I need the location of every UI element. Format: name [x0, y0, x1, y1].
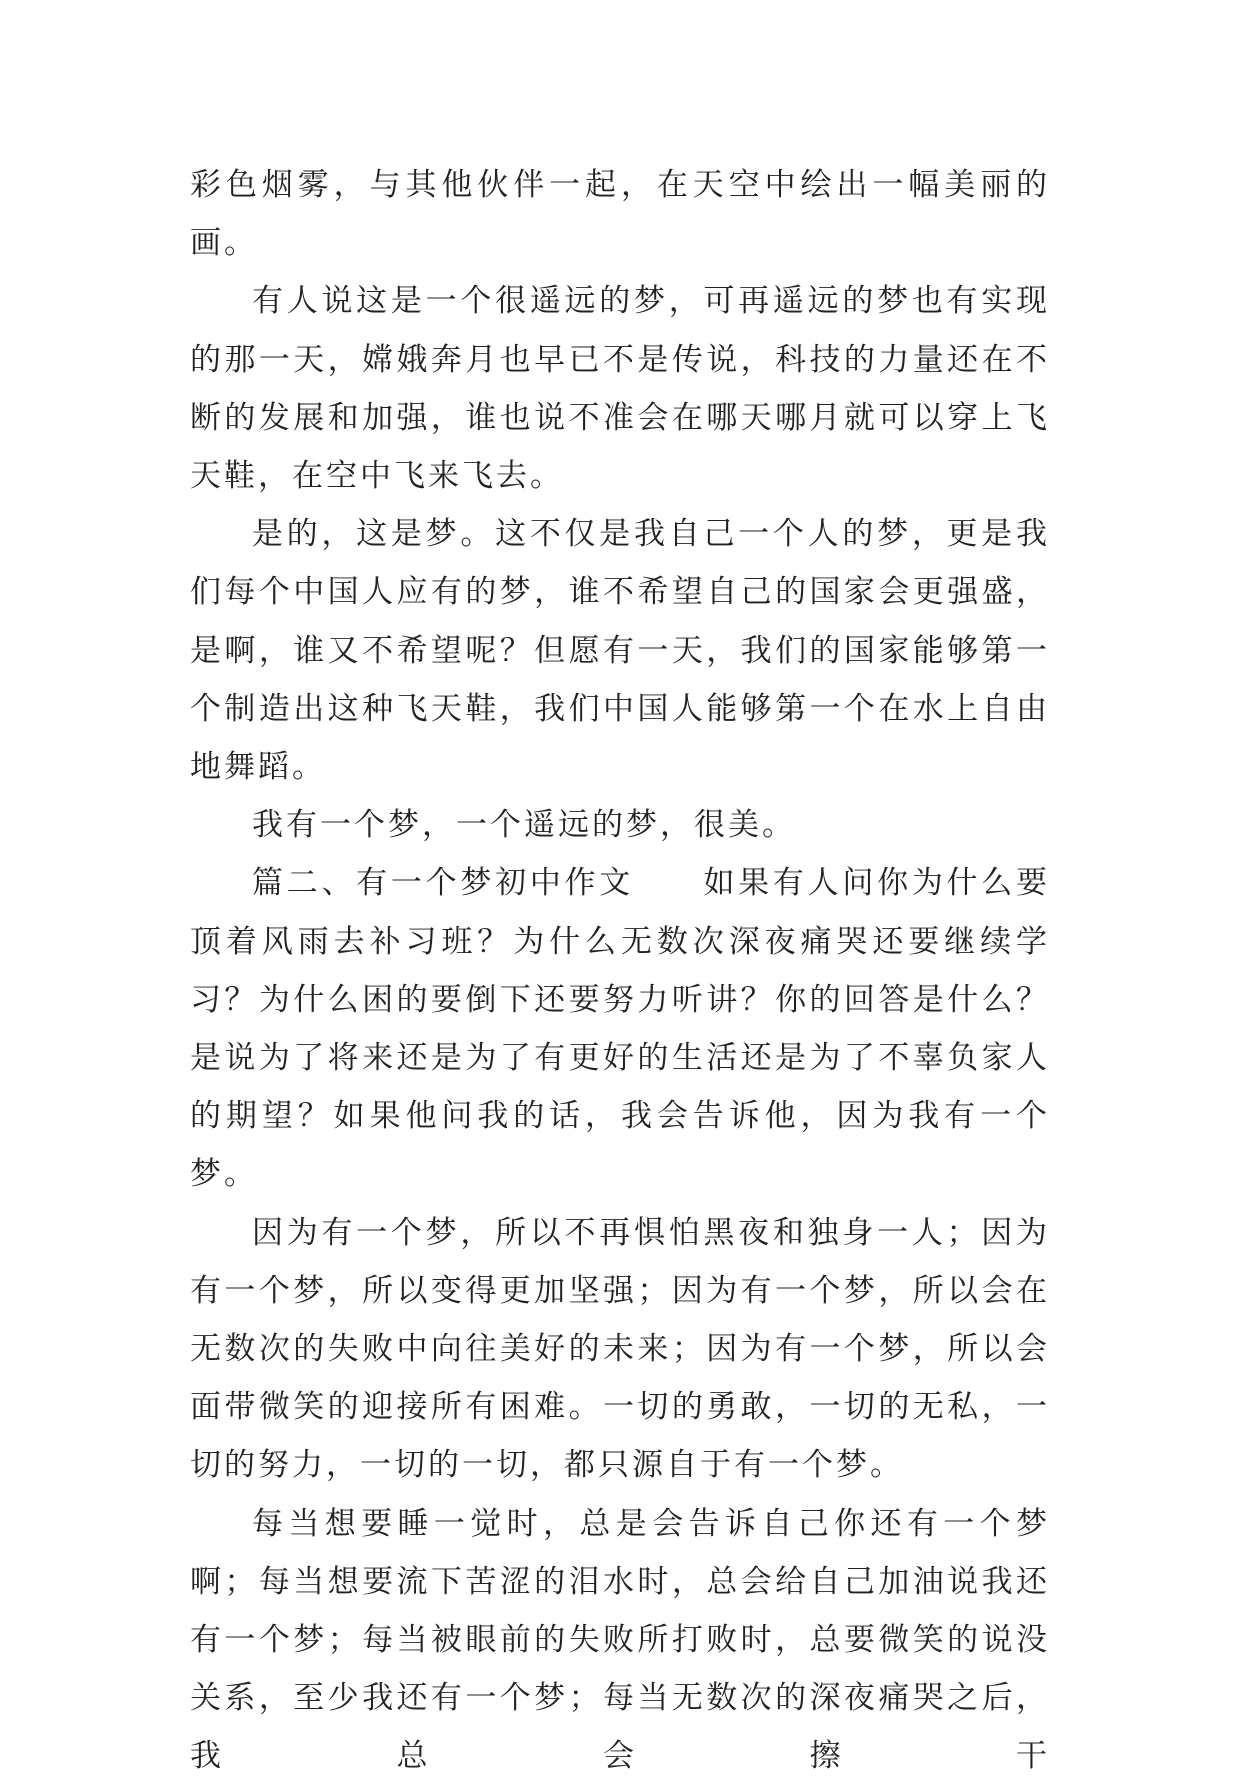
paragraph: 是的，这是梦。这不仅是我自己一个人的梦，更是我们每个中国人应有的梦，谁不希望自己的国家会更强盛，是啊，谁又不希望呢？但愿有一天，我们的国家能够第一个制造出这种飞天鞋，我们中国人能够第一个在水上自由地舞蹈。 — [190, 516, 1050, 786]
paragraph: 因为有一个梦，所以不再惧怕黑夜和独身一人；因为有一个梦，所以变得更加坚强；因为有一个梦，所以会在无数次的失败中向往美好的未来；因为有一个梦，所以会面带微笑的迎接所有困难。一切的勇敢，一切的无私，一切的努力，一切的一切，都只源自于有一个梦。 — [190, 1214, 1050, 1484]
paragraph: 有人说这是一个很遥远的梦，可再遥远的梦也有实现的那一天，嫦娥奔月也早已不是传说，科技的力量还在不断的发展和加强，谁也说不准会在哪天哪月就可以穿上飞天鞋，在空中飞来飞去。 — [190, 283, 1050, 495]
section-heading-paragraph: 篇二、有一个梦初中作文 如果有人问你为什么要顶着风雨去补习班？为什么无数次深夜痛哭还要继续学习？为什么困的要倒下还要努力听讲？你的回答是什么？是说为了将来还是为了有更好的生活还是为了不辜负家人的期望？如果他问我的话，我会告诉他，因为我有一个梦。 — [190, 865, 1050, 1193]
paragraph: 我有一个梦，一个遥远的梦，很美。 — [252, 807, 796, 844]
paragraph-continuation: 彩色烟雾，与其他伙伴一起，在天空中绘出一幅美丽的画。 — [190, 167, 1050, 262]
body-text — [190, 156, 1050, 1786]
paragraph-truncated: 每当想要睡一觉时，总是会告诉自己你还有一个梦啊；每当想要流下苦涩的泪水时，总会给自己加油说我还有一个梦；每当被眼前的失败所打败时，总要微笑的说没关系，至少我还有一个梦；每当无数次的深夜痛哭之后，我总会擦干 — [190, 1505, 1050, 1775]
